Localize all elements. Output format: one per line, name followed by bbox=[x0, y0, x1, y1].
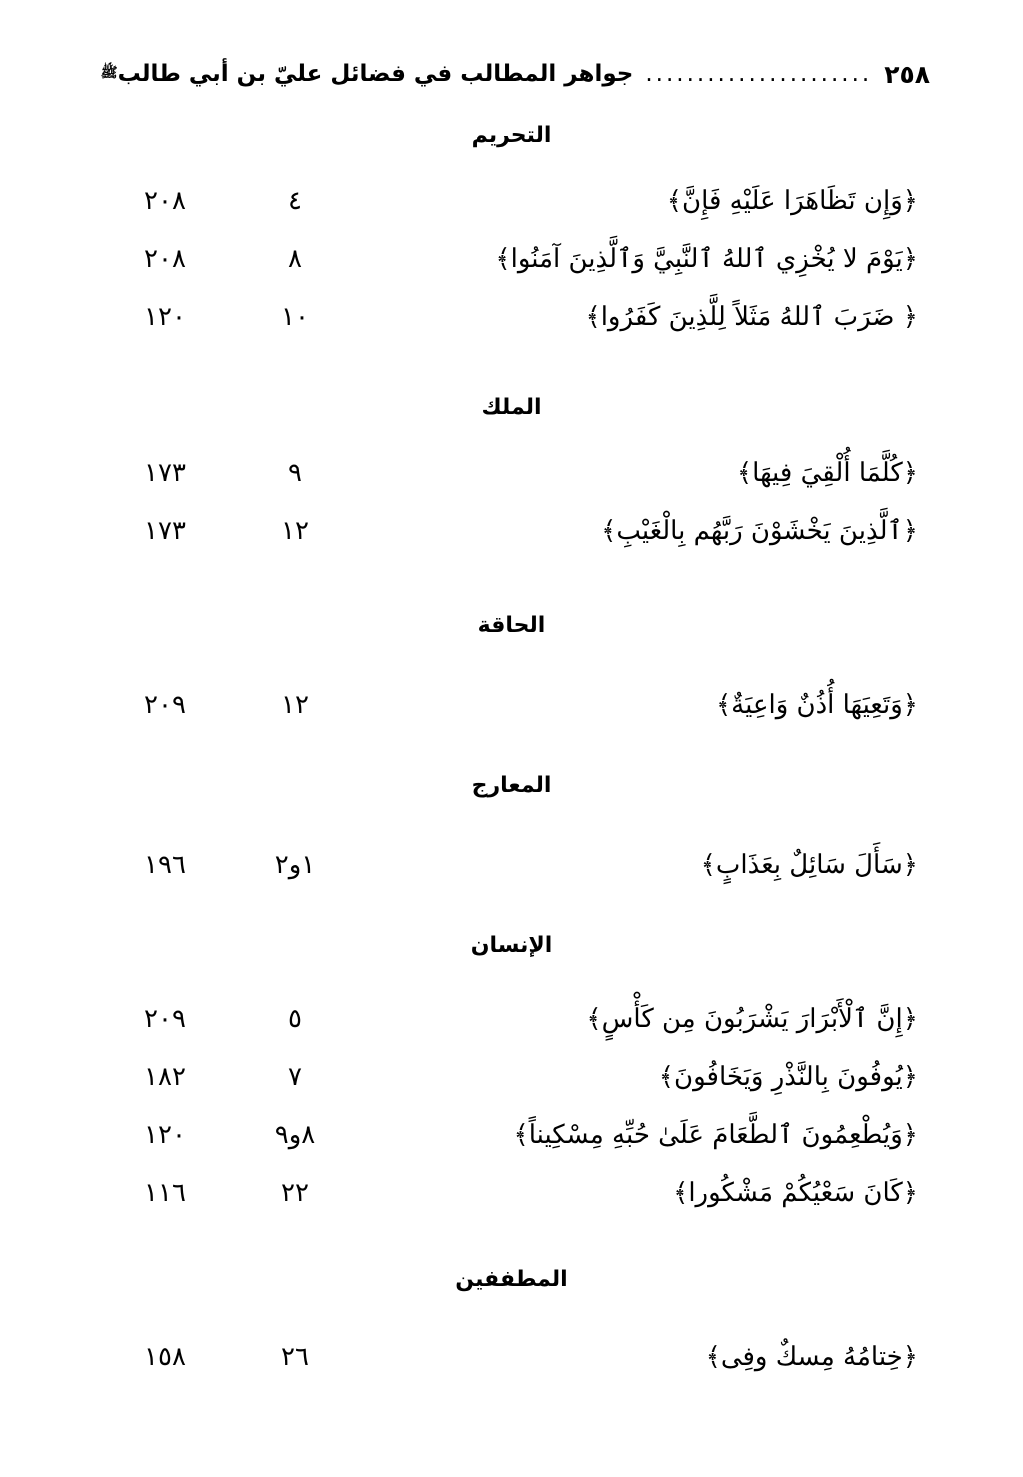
page-reference: ١٢٠ bbox=[144, 1120, 186, 1150]
page-reference: ٢٠٩ bbox=[144, 690, 186, 720]
surah-title: المعارج bbox=[471, 773, 552, 798]
ayah-number: ١٠ bbox=[281, 302, 309, 332]
surah-title: المطففين bbox=[455, 1267, 568, 1292]
page-reference: ١٩٦ bbox=[144, 850, 186, 880]
surah-title: الإنسان bbox=[470, 933, 553, 958]
page-reference: ١٧٣ bbox=[144, 458, 186, 488]
verse-text: ﴿وَتَعِيَهَا أُذُنٌ وَاعِيَةٌ﴾ bbox=[715, 690, 918, 720]
index-row bbox=[0, 444, 1023, 502]
ayah-number: ٨ bbox=[288, 244, 302, 274]
index-row bbox=[0, 172, 1023, 230]
ayah-number: ٢٢ bbox=[281, 1178, 309, 1208]
page-reference: ١٥٨ bbox=[144, 1342, 186, 1372]
index-row bbox=[0, 1164, 1023, 1222]
surah-section-haqqa bbox=[0, 606, 1023, 734]
index-row bbox=[0, 990, 1023, 1048]
surah-section-maarij bbox=[0, 766, 1023, 894]
surah-section-tahrim bbox=[0, 116, 1023, 346]
verse-text: ﴿ٱلَّذِينَ يَخْشَوْنَ رَبَّهُم بِالْغَيْبِ﴾ bbox=[601, 516, 918, 546]
index-row bbox=[0, 1328, 1023, 1386]
verse-text: ﴿كُلَّمَا أُلْقِيَ فِيهَا﴾ bbox=[736, 458, 918, 488]
verse-text: ﴿يَوْمَ لا يُخْزِي ٱللهُ ٱلنَّبِيَّ وَٱلَّذِينَ آمَنُوا﴾ bbox=[495, 244, 918, 274]
honorific-mark: ﷺ bbox=[100, 65, 118, 81]
running-header bbox=[90, 52, 930, 96]
ayah-number: ٨و٩ bbox=[274, 1120, 316, 1150]
ayah-number: ٧ bbox=[288, 1062, 302, 1092]
header-dot-leader: ...................... bbox=[645, 61, 873, 87]
verse-text: ﴿كَانَ سَعْيُكُمْ مَشْكُورا﴾ bbox=[673, 1178, 918, 1208]
page-reference: ٢٠٨ bbox=[144, 244, 186, 274]
surah-section-insan bbox=[0, 926, 1023, 1222]
verse-text: ﴿وَيُطْعِمُونَ ٱلطَّعَامَ عَلَىٰ حُبِّهِ مِسْكِيناً﴾ bbox=[513, 1120, 918, 1150]
index-row bbox=[0, 1106, 1023, 1164]
page-number: ٢٥٨ bbox=[884, 59, 930, 89]
ayah-number: ١٢ bbox=[281, 690, 309, 720]
surah-title: الحاقة bbox=[477, 613, 546, 638]
verse-text: ﴿وَإِن تَظَاهَرَا عَلَيْهِ فَإِنَّ﴾ bbox=[666, 186, 918, 216]
ayah-number: ٢٦ bbox=[281, 1342, 309, 1372]
index-row bbox=[0, 502, 1023, 560]
book-title: جواهر المطالب في فضائل عليّ بن أبي طالب bbox=[117, 61, 634, 87]
page-reference: ١١٦ bbox=[144, 1178, 186, 1208]
ayah-number: ٤ bbox=[288, 186, 302, 216]
index-row bbox=[0, 836, 1023, 894]
surah-section-mulk bbox=[0, 388, 1023, 560]
surah-title: الملك bbox=[481, 395, 542, 420]
ayah-number: ١و٢ bbox=[274, 850, 316, 880]
surah-section-mutaffifin bbox=[0, 1260, 1023, 1386]
page-reference: ٢٠٩ bbox=[144, 1004, 186, 1034]
verse-text: ﴿خِتامُهُ مِسكٌ وفِى﴾ bbox=[705, 1342, 918, 1372]
verse-text: ﴿ ضَرَبَ ٱللهُ مَثَلاً لِلَّذِينَ كَفَرُوا﴾ bbox=[585, 302, 918, 332]
ayah-number: ٥ bbox=[288, 1004, 302, 1034]
page-reference: ١٧٣ bbox=[144, 516, 186, 546]
index-row bbox=[0, 288, 1023, 346]
page-reference: ١٢٠ bbox=[144, 302, 186, 332]
index-row bbox=[0, 1048, 1023, 1106]
verse-text: ﴿سَأَلَ سَائِلٌ بِعَذَابٍ﴾ bbox=[700, 850, 918, 880]
ayah-number: ١٢ bbox=[281, 516, 309, 546]
page-reference: ١٨٢ bbox=[144, 1062, 186, 1092]
verse-text: ﴿يُوفُونَ بِالنَّذْرِ وَيَخَافُونَ﴾ bbox=[658, 1062, 918, 1092]
index-row bbox=[0, 676, 1023, 734]
index-row bbox=[0, 230, 1023, 288]
verse-text: ﴿إِنَّ ٱلْأَبْرَارَ يَشْرَبُونَ مِن كَأْسٍ﴾ bbox=[586, 1004, 918, 1034]
ayah-number: ٩ bbox=[288, 458, 302, 488]
page-reference: ٢٠٨ bbox=[144, 186, 186, 216]
surah-title: التحريم bbox=[471, 123, 552, 148]
